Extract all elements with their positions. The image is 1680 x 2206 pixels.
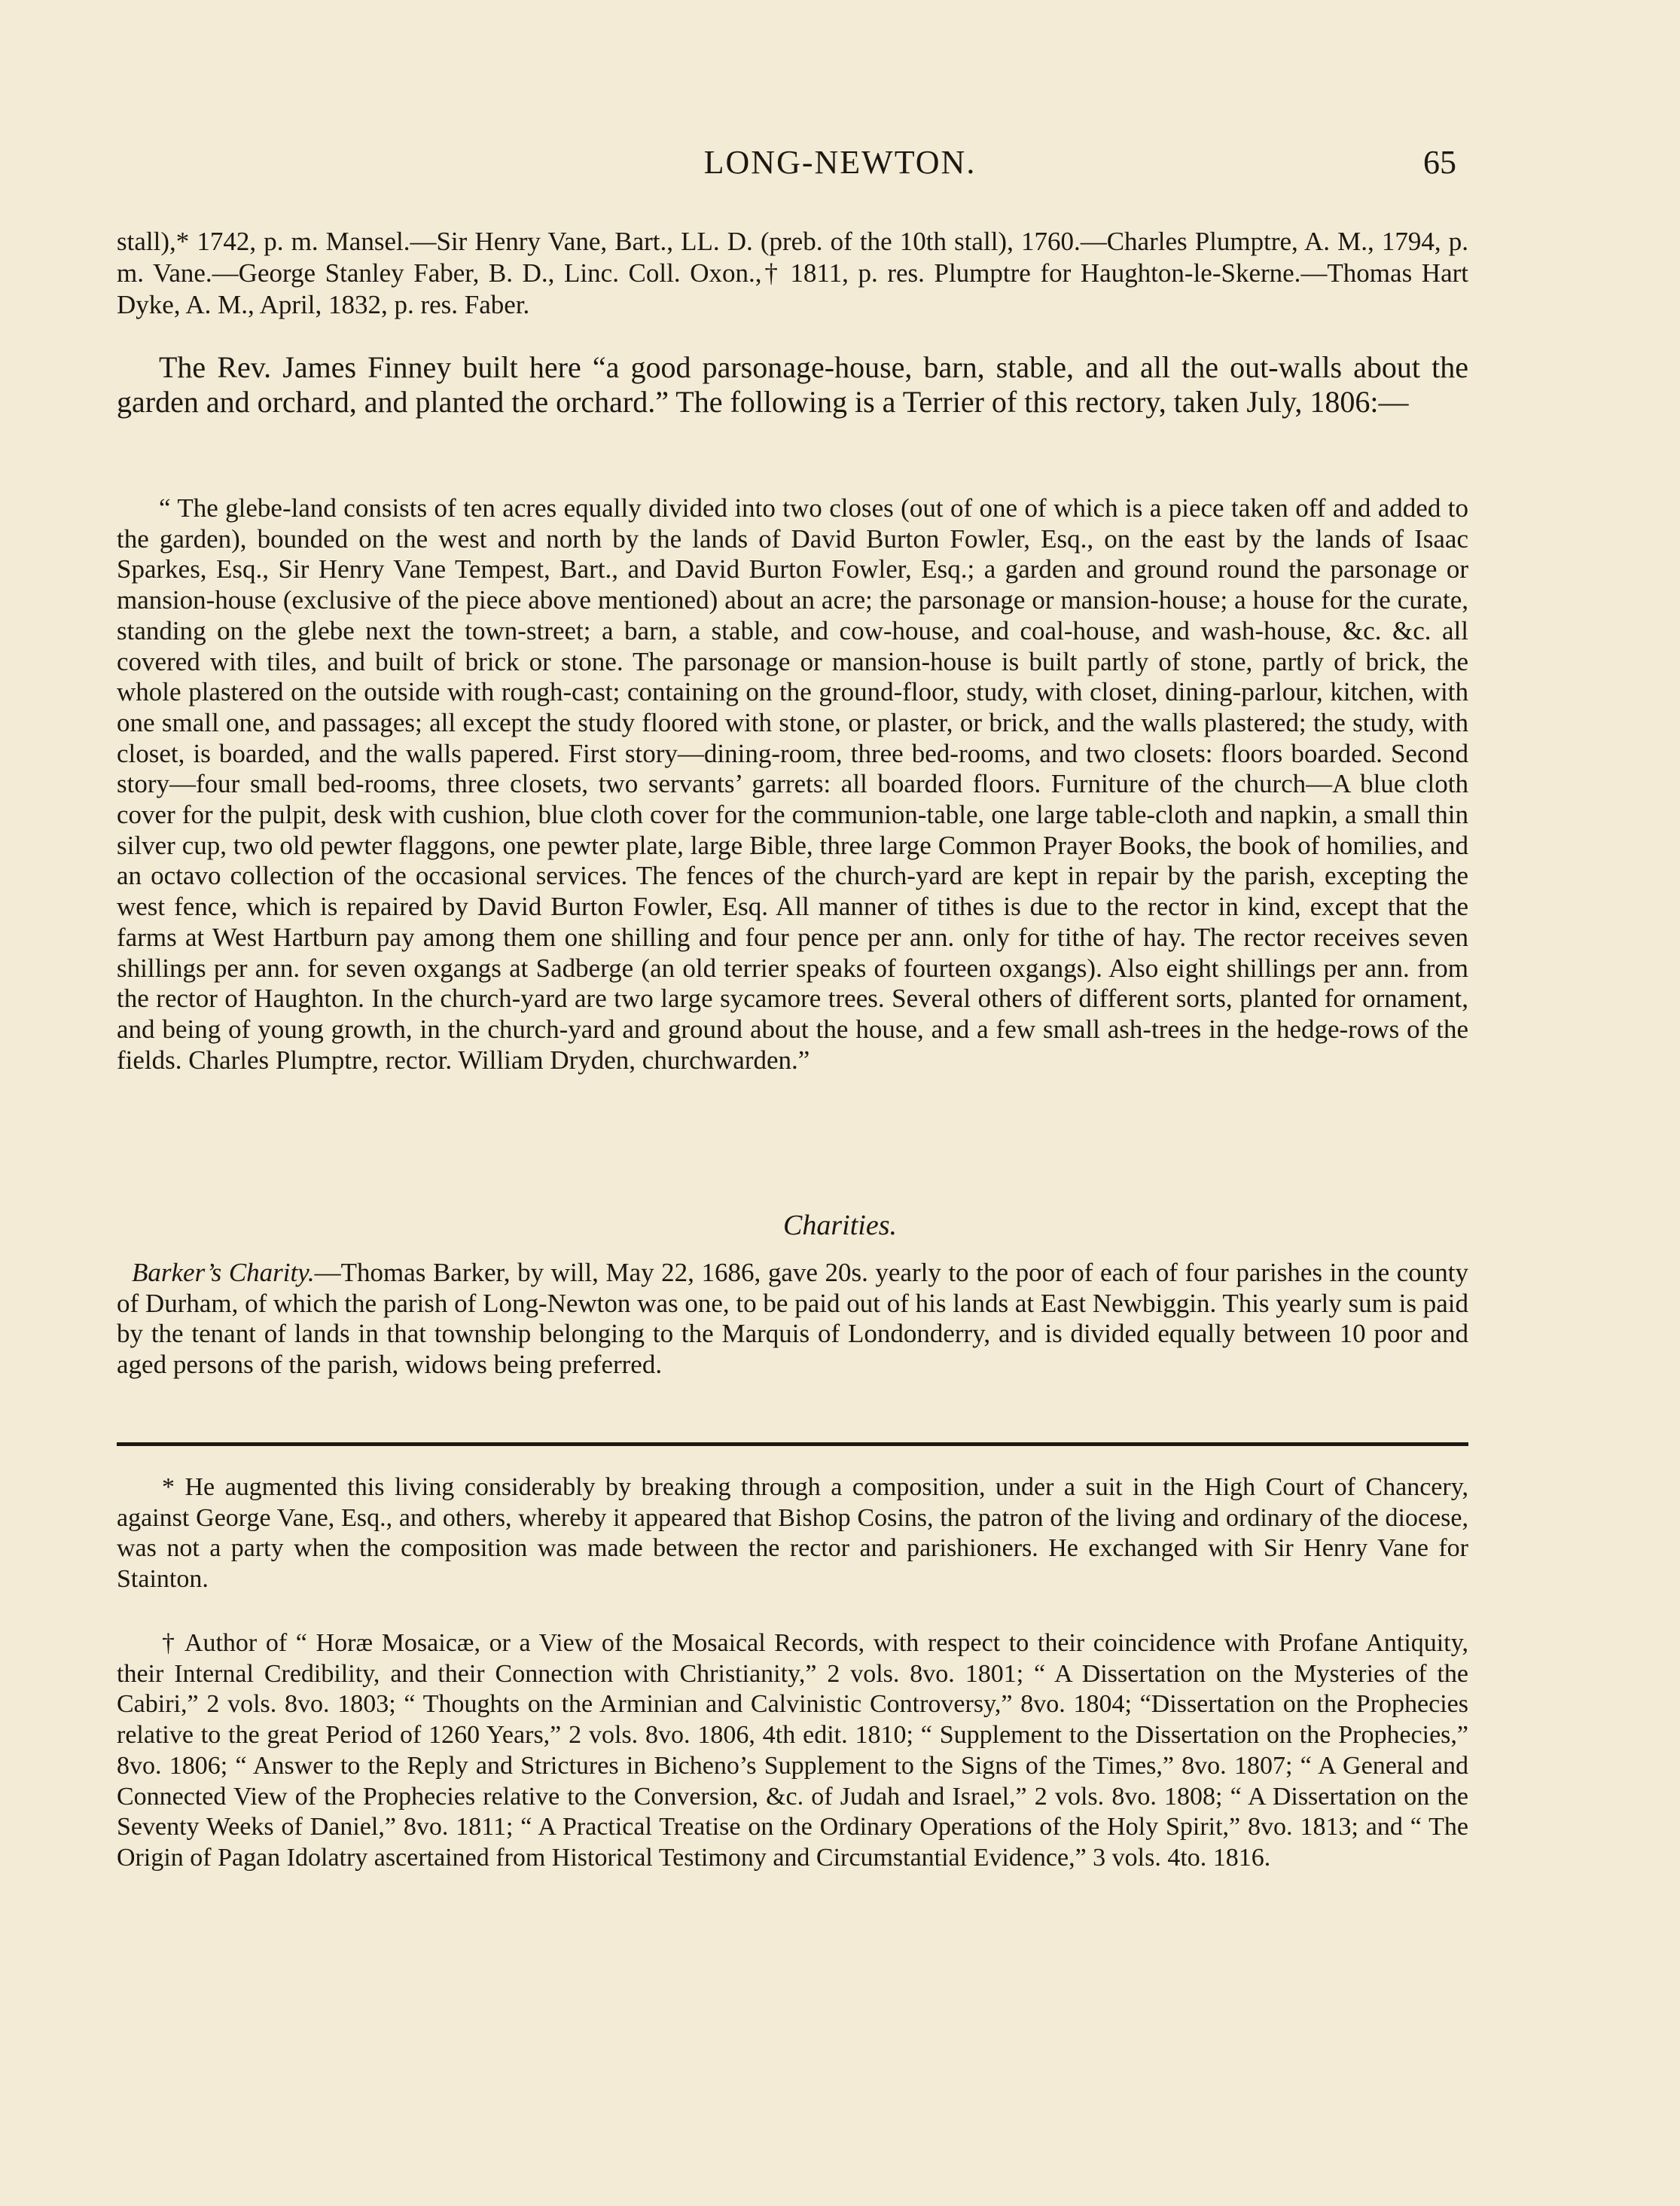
running-title: LONG-NEWTON. — [703, 144, 977, 181]
terrier-quote: “ The glebe-land consists of ten acres equally divided into two closes (out of one of which is a piece taken off and added to the garden), bounded on the west and north by the lands of David Burton Fowler, Esq., on the east by the lands of Isaac Sparkes, Esq., Sir Henry Vane Tempest, Bart., and David Burton Fowler, Esq.; a garden and ground round the parsonage or mansion-house (exclusive of the piece above mentioned) about an acre; the parsonage or mansion-house; a house for the curate, standing on the glebe next the town-street; a barn, a stable, and cow-house, and coal-house, and wash-house, &c. &c. all covered with tiles, and built of brick or stone. The parsonage or mansion-house is built partly of stone, partly of brick, the whole plastered on the outside with rough-cast; containing on the ground-floor, study, with closet, dining-parlour, kitchen, with one small one, and passages; all except the study floored with stone, or plaster, or brick, and the walls plastered; the study, with closet, is boarded, and the walls papered. First story—dining-room, three bed-rooms, and two closets: floors boarded. Second story—four small bed-rooms, three closets, two servants’ garrets: all boarded floors. Furniture of the church—A blue cloth cover for the pulpit, desk with cushion, blue cloth cover for the communion-table, one large table-cloth and napkin, a small thin silver cup, two old pewter flaggons, one pewter plate, large Bible, three large Common Prayer Books, the book of homilies, and an octavo collection of the occasional services. The fences of the church-yard are kept in repair by the parish, excepting the west fence, which is repaired by David Burton Fowler, Esq. All manner of tithes is due to the rector in kind, except that the farms at West Hartburn pay among them one shilling and four pence per ann. only for tithe of hay. The rector receives seven shillings per ann. for seven oxgangs at Sadberge (an old terrier speaks of fourteen oxgangs). Also eight shillings per ann. from the rector of Haughton. In the church-yard are two large sycamore trees. Several others of different sorts, planted for ornament, and being of young growth, in the church-yard and ground about the house, and a few small ash-trees in the hedge-rows of the fields. Charles Plumptre, rector. William Dryden, churchwarden.” — [117, 493, 1468, 1075]
intro-paragraph: The Rev. James Finney built here “a good parsonage-house, barn, stable, and all the out-walls about the garden and orchard, and planted the orchard.” The following is a Terrier of this rectory, taken July, 1806:— — [117, 350, 1468, 419]
page-header — [0, 143, 1680, 188]
section-heading-charities: Charities. — [783, 1210, 897, 1241]
continuation-paragraph: stall),* 1742, p. m. Mansel.—Sir Henry Vane, Bart., LL. D. (preb. of the 10th stall), 1760.—Charles Plumptre, A. M., 1794, p. m. Vane.—George Stanley Faber, B. D., Linc. Coll. Oxon.,† 1811, p. res. Plumptre for Haughton-le-Skerne.—Thomas Hart Dyke, A. M., April, 1832, p. res. Faber. — [117, 227, 1468, 319]
charity-text: —Thomas Barker, by will, May 22, 1686, gave 20s. yearly to the poor of each of four parishes in the county of Durham, of which the parish of Long-Newton was one, to be paid out of his lands at East Newbiggin. This yearly sum is paid by the tenant of lands in that township belonging to the Marquis of Londonderry, and is divided equally between 10 poor and aged persons of the parish, widows being preferred. — [117, 1258, 1468, 1380]
charity-entry — [117, 1258, 1468, 1381]
footnote-asterisk: * He augmented this living considerably by breaking through a composition, under a suit in the High Court of Chancery, against George Vane, Esq., and others, whereby it appeared that Bishop Cosins, the patron of the living and ordinary of the diocese, was not a party when the composition was made between the rector and parishioners. He exchanged with Sir Henry Vane for Stainton. — [117, 1473, 1468, 1594]
charity-name: Barker’s Charity. — [132, 1258, 315, 1287]
page-number: 65 — [1423, 144, 1456, 181]
footnote-dagger: † Author of “ Horæ Mosaicæ, or a View of the Mosaical Records, with respect to their coincidence with Profane Antiquity, their Internal Credibility, and their Connection with Christianity,” 2 vols. 8vo. 1801; “ A Dissertation on the Mysteries of the Cabiri,” 2 vols. 8vo. 1803; “ Thoughts on the Arminian and Calvinistic Controversy,” 8vo. 1804; “Dissertation on the Prophecies relative to the great Period of 1260 Years,” 2 vols. 8vo. 1806, 4th edit. 1810; “ Supplement to the Dissertation on the Prophecies,” 8vo. 1806; “ Answer to the Reply and Strictures in Bicheno’s Supplement to the Signs of the Times,” 8vo. 1807; “ A General and Connected View of the Prophecies relative to the Conversion, &c. of Judah and Israel,” 2 vols. 8vo. 1808; “ A Dissertation on the Seventy Weeks of Daniel,” 8vo. 1811; “ A Practical Treatise on the Ordinary Operations of the Holy Spirit,” 8vo. 1813; and “ The Origin of Pagan Idolatry ascertained from Historical Testimony and Circumstantial Evidence,” 3 vols. 4to. 1816. — [117, 1629, 1468, 1872]
footnote-divider — [117, 1442, 1468, 1446]
